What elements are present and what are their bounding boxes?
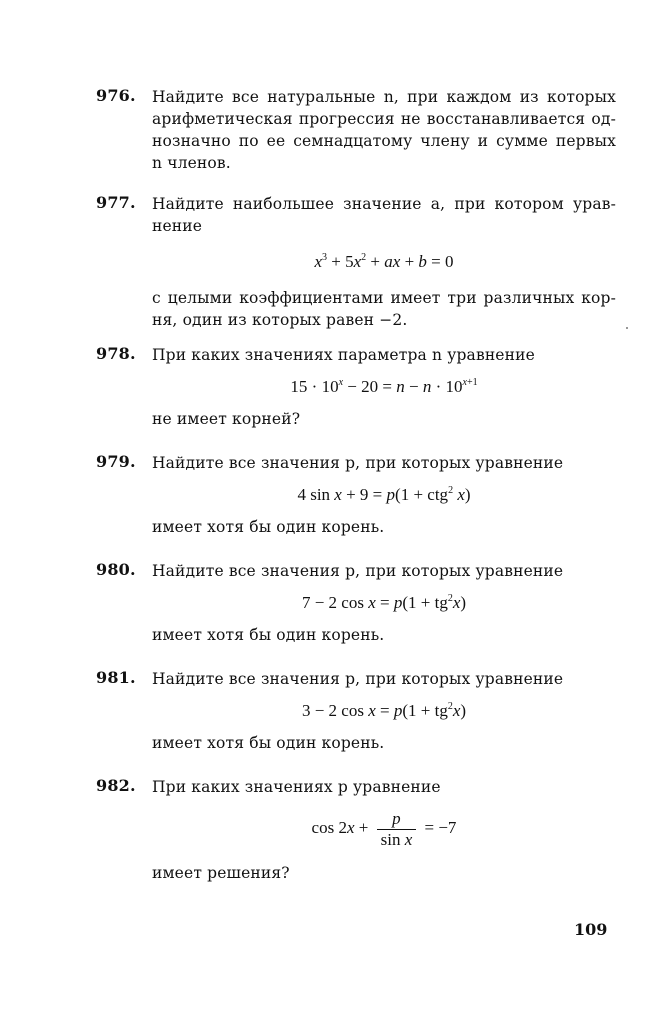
equation: 4 sin x + 9 = p(1 + ctg$^2$ x) xyxy=(297,485,471,504)
fraction: $\frac{p}{\text{sin x}}$ xyxy=(377,809,417,850)
problem-number: 980. xyxy=(96,560,136,579)
problem-976 xyxy=(96,86,616,174)
equation: $x^3 + 5x^2$ + ax + b = 0 xyxy=(314,252,454,271)
problem-979 xyxy=(96,452,616,538)
problem-number: 976. xyxy=(96,86,136,105)
problem-text-line: с целыми коэффициентами имеет три различных кор- xyxy=(152,289,616,307)
problem-text-line: Найдите все натуральные n, при каждом из которых xyxy=(152,88,616,106)
equation: cos 2x + $\frac{p}{\text{sin x}}$ = −7 xyxy=(311,808,457,849)
problem-number: 977. xyxy=(96,193,136,212)
problem-number: 981. xyxy=(96,668,136,687)
problem-text-line: нозначно по ее семнадцатому члену и сумме первых xyxy=(152,132,616,150)
problem-text-line: имеет хотя бы один корень. xyxy=(152,518,385,536)
equation: $15 \cdot 10^x - 20 = n - n \cdot 10^{x+1}$ xyxy=(290,377,478,396)
problem-text-line: Найдите все значения p, при которых уравнение xyxy=(152,454,564,472)
problem-text-line: нение xyxy=(152,217,203,235)
problem-977 xyxy=(96,193,616,331)
problem-text-line: имеет хотя бы один корень. xyxy=(152,626,385,644)
problem-text-line: При каких значениях параметра n уравнение xyxy=(152,346,535,364)
problem-text-line: Найдите наибольшее значение a, при котором урав- xyxy=(152,195,616,213)
problem-text-line: Найдите все значения p, при которых уравнение xyxy=(152,562,564,580)
problem-text-line: n членов. xyxy=(152,154,231,172)
problem-978 xyxy=(96,344,616,430)
problem-981 xyxy=(96,668,616,754)
problem-982 xyxy=(96,776,616,884)
problem-number: 979. xyxy=(96,452,136,471)
problem-text-line: При каких значениях p уравнение xyxy=(152,778,441,796)
problem-number: 982. xyxy=(96,776,136,795)
problem-text-line: имеет решения? xyxy=(152,864,290,882)
equation: 7 − 2 $\cos x = p(1 + tg^2x)$ xyxy=(301,593,467,612)
problem-text-line: ня, один из которых равен −2. xyxy=(152,311,408,329)
problem-text-line: Найдите все значения p, при которых уравнение xyxy=(152,670,564,688)
problem-text-line: имеет хотя бы один корень. xyxy=(152,734,385,752)
page-number: 109 xyxy=(574,920,608,939)
equation: 3 − 2 $\cos x = p(1 + tg^2x)$ xyxy=(301,701,467,720)
problem-text-line: не имеет корней? xyxy=(152,410,301,428)
problem-number: 978. xyxy=(96,344,136,363)
problem-980 xyxy=(96,560,616,646)
scan-speck xyxy=(626,327,628,329)
problem-text-line: арифметическая прогрессия не восстанавливается од- xyxy=(152,110,616,128)
